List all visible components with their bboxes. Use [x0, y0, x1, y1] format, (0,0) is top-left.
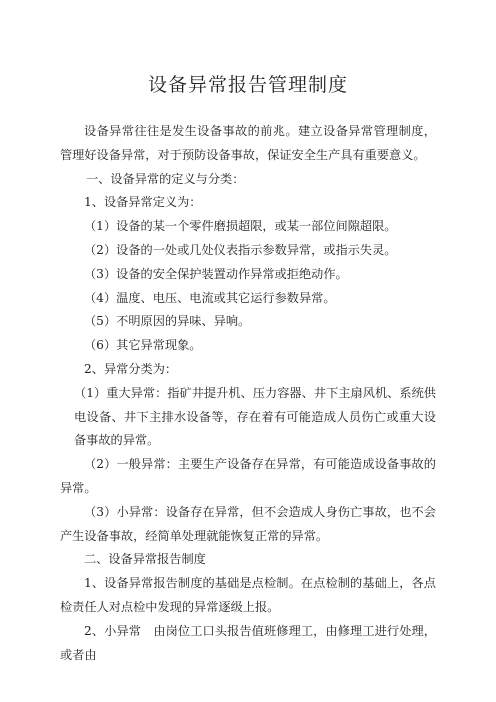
document-body — [60, 120, 436, 667]
paragraph-intro: 设备异常往往是发生设备事故的前兆。建立设备异常管理制度，管理好设备异常，对于预防设备事故，保证安全生产具有重要意义。 — [60, 124, 436, 162]
body-paragraph: 2、小异常 由岗位工口头报告值班修理工，由修理工进行处理，或者由 — [60, 623, 436, 662]
list-item: （4）温度、电压、电流或其它运行参数异常。 — [84, 290, 336, 305]
list-item: （6）其它异常现象。 — [84, 338, 202, 353]
list-item: （5）不明原因的异味、异响。 — [84, 314, 251, 329]
section-heading-2: 二、设备异常报告制度 — [84, 552, 206, 567]
list-item: （2）一般异常：主要生产设备存在异常，有可能造成设备事故的异常。 — [60, 457, 436, 495]
list-item: （1）重大异常：指矿井提升机、压力容器、井下主扇风机、系统供电设备、井下主排水设备等，存在着有可能造成人员伤亡或重大设备事故的异常。 — [74, 385, 436, 448]
list-item: （2）设备的一处或几处仪表指示参数异常，或指示失灵。 — [84, 242, 397, 257]
list-item: （3）设备的安全保护装置动作异常或拒绝动作。 — [84, 266, 348, 281]
list-item: （1）设备的某一个零件磨损超限，或某一部位间隙超限。 — [84, 219, 397, 234]
list-item: （3）小异常：设备存在异常，但不会造成人身伤亡事故，也不会产生设备事故，经简单处理就能恢复正常的异常。 — [60, 504, 436, 543]
page-title: 设备异常报告管理制度 — [147, 74, 348, 96]
body-paragraph: 1、设备异常报告制度的基础是点检制。在点检制的基础上，各点检责任人对点检中发现的异常逐级上报。 — [60, 576, 436, 614]
subsection-heading-1: 1、设备异常定义为： — [84, 195, 202, 210]
subsection-heading-2: 2、异常分类为： — [84, 361, 178, 376]
section-heading-1: 一、设备异常的定义与分类： — [86, 171, 245, 186]
